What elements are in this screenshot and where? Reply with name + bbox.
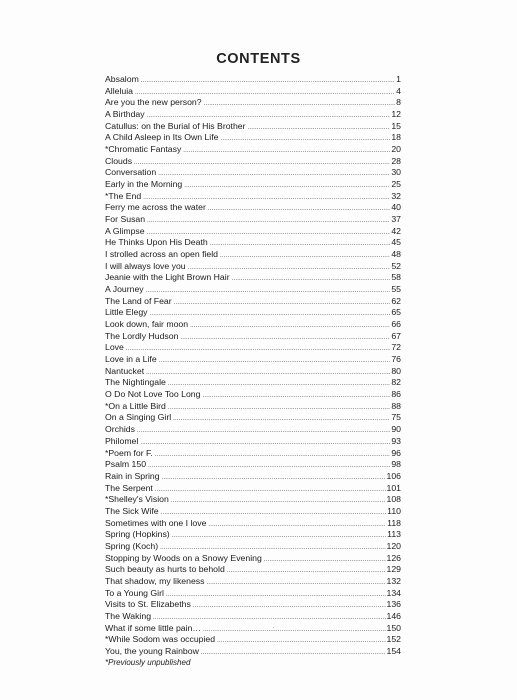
toc-entry: [105, 86, 401, 98]
toc-entry-page-number: 88: [391, 400, 401, 411]
toc-entry-page-number: 8: [396, 97, 401, 108]
toc-entry-title: Clouds: [105, 155, 133, 166]
toc-entry-page-number: 150: [386, 622, 401, 633]
dot-leader: [173, 414, 390, 426]
toc-entry-page-number: 32: [391, 190, 401, 201]
toc-entry-page-number: 101: [386, 482, 401, 493]
toc-entry-title: Spring (Koch): [105, 540, 159, 551]
dot-leader: [193, 601, 386, 613]
toc-entry-title: *While Sodom was occupied: [105, 634, 216, 645]
toc-entry-title: Alleluia: [105, 85, 134, 96]
toc-entry-title: The Nightingale: [105, 377, 166, 388]
toc-entry-title: I will always love you: [105, 260, 186, 271]
toc-entry-page-number: 132: [386, 575, 401, 586]
toc-entry-title: I strolled across an open field: [105, 249, 219, 260]
toc-entry-page-number: 20: [391, 144, 401, 155]
toc-entry: [105, 634, 401, 646]
dot-leader: [140, 438, 390, 450]
toc-entry: [105, 459, 401, 471]
toc-entry: [105, 611, 401, 623]
toc-entry: [105, 237, 401, 249]
dot-leader: [264, 555, 386, 567]
toc-entry: [105, 599, 401, 611]
toc-entry-title: Little Elegy: [105, 307, 148, 318]
toc-entry-page-number: 90: [391, 424, 401, 435]
dot-leader: [184, 181, 390, 193]
toc-entry-title: Catullus: on the Burial of His Brother: [105, 120, 246, 131]
toc-entry: [105, 179, 401, 191]
toc-entry-title: For Susan: [105, 214, 146, 225]
toc-entry-title: Love: [105, 342, 124, 353]
toc-entry: [105, 448, 401, 460]
toc-entry-page-number: 136: [386, 599, 401, 610]
paper-speck-mark: ·: [272, 623, 275, 632]
toc-entry-page-number: 58: [391, 272, 401, 283]
toc-entry-title: You, the young Rainbow: [105, 645, 199, 656]
toc-entry: [105, 564, 401, 576]
toc-entry-title: *Shelley's Vision: [105, 494, 169, 505]
toc-entry: [105, 132, 401, 144]
toc-entry-title: Love in a Life: [105, 354, 157, 365]
toc-entry: [105, 389, 401, 401]
toc-entry-title: That shadow, my likeness: [105, 575, 205, 586]
dot-leader: [126, 344, 390, 356]
toc-entry: [105, 588, 401, 600]
toc-entry: [105, 319, 401, 331]
toc-entry-title: *On a Little Bird: [105, 400, 166, 411]
toc-entry-title: Ferry me across the water: [105, 202, 206, 213]
toc-entry-page-number: 146: [386, 610, 401, 621]
toc-entry-page-number: 72: [391, 342, 401, 353]
dot-leader: [146, 286, 391, 298]
page-title: CONTENTS: [216, 51, 301, 67]
dot-leader: [134, 158, 390, 170]
toc-entry-title: The Waking: [105, 610, 152, 621]
toc-entry: [105, 506, 401, 518]
toc-entry-title: Early in the Morning: [105, 179, 183, 190]
toc-entry: [105, 261, 401, 273]
dot-leader: [183, 146, 390, 158]
toc-entry-title: Conversation: [105, 167, 157, 178]
toc-entry: [105, 284, 401, 296]
toc-entry: [105, 272, 401, 284]
dot-leader: [148, 461, 390, 473]
toc-entry-page-number: 62: [391, 295, 401, 306]
toc-entry-title: *Chromatic Fantasy: [105, 144, 182, 155]
toc-entry: [105, 354, 401, 366]
toc-entry-page-number: 67: [391, 330, 401, 341]
toc-entry-page-number: 93: [391, 435, 401, 446]
toc-entry-page-number: 42: [391, 225, 401, 236]
toc-entry-page-number: 80: [391, 365, 401, 376]
toc-entry-page-number: 152: [386, 634, 401, 645]
toc-entry-title: Stopping by Woods on a Snowy Evening: [105, 552, 262, 563]
toc-entry: [105, 494, 401, 506]
dot-leader: [162, 473, 386, 485]
toc-entry-page-number: 18: [391, 132, 401, 143]
dot-leader: [217, 636, 385, 648]
toc-entry: [105, 296, 401, 308]
toc-entry-title: Look down, fair moon: [105, 319, 189, 330]
dot-leader: [141, 76, 395, 88]
toc-entry-title: Visits to St. Elizabeths: [105, 599, 191, 610]
toc-entry: [105, 518, 401, 530]
toc-entry: [105, 576, 401, 588]
toc-entry-title: Absalom: [105, 74, 139, 84]
toc-entry-title: Psalm 150: [105, 459, 147, 470]
toc-entry-page-number: 98: [391, 459, 401, 470]
toc-entry-page-number: 52: [391, 260, 401, 271]
toc-entry-page-number: 82: [391, 377, 401, 388]
toc-entry-page-number: 110: [387, 505, 401, 516]
toc-entry: [105, 226, 401, 238]
dot-leader: [171, 496, 386, 508]
toc-entry-page-number: 30: [391, 167, 401, 178]
toc-entry-title: What if some little pain…: [105, 622, 202, 633]
toc-entry-page-number: 96: [391, 447, 401, 458]
dot-leader: [208, 204, 390, 216]
toc-entry-title: Rain in Spring: [105, 470, 160, 481]
toc-entry-title: A Child Asleep in Its Own Life: [105, 132, 219, 143]
footnote: *Previously unpublished: [105, 658, 191, 667]
dot-leader: [146, 368, 390, 380]
toc-entry-page-number: 15: [391, 120, 401, 131]
toc-entry-title: Orchids: [105, 424, 135, 435]
toc-entry: [105, 121, 401, 133]
toc-entry-title: Such beauty as hurts to behold: [105, 564, 225, 575]
toc-entry-page-number: 154: [386, 645, 401, 656]
toc-entry-title: The Lordly Hudson: [105, 330, 179, 341]
dot-leader: [248, 123, 391, 135]
toc-entry-page-number: 4: [396, 85, 401, 96]
toc-entry-title: A Glimpse: [105, 225, 145, 236]
dot-leader: [166, 590, 386, 602]
toc-entry-title: On a Singing Girl: [105, 412, 172, 423]
toc-entry: [105, 109, 401, 121]
toc-entry-page-number: 129: [386, 564, 401, 575]
toc-entry-page-number: 40: [391, 202, 401, 213]
toc-entry-page-number: 66: [391, 319, 401, 330]
dot-leader: [168, 403, 390, 415]
dot-leader: [172, 531, 386, 543]
toc-entry: [105, 331, 401, 343]
dot-leader: [220, 251, 390, 263]
toc-entry-page-number: 45: [391, 237, 401, 248]
toc-entry-title: He Thinks Upon His Death: [105, 237, 208, 248]
dot-leader: [220, 134, 390, 146]
toc-entry: [105, 97, 401, 109]
toc-entry: [105, 529, 401, 541]
toc-entry-page-number: 1: [396, 74, 401, 84]
dot-leader: [155, 485, 386, 497]
table-of-contents: [105, 74, 401, 658]
toc-entry-title: *Poem for F.: [105, 447, 153, 458]
toc-entry-page-number: 75: [391, 412, 401, 423]
dot-leader: [168, 379, 390, 391]
dot-leader: [190, 321, 390, 333]
toc-entry: [105, 541, 401, 553]
toc-entry-page-number: 118: [387, 517, 401, 528]
toc-entry: [105, 214, 401, 226]
toc-entry: [105, 202, 401, 214]
toc-entry: [105, 483, 401, 495]
toc-entry-page-number: 28: [391, 155, 401, 166]
toc-entry-page-number: 12: [391, 109, 401, 120]
dot-leader: [201, 648, 386, 660]
toc-entry-title: To a Young Girl: [105, 587, 164, 598]
toc-entry-page-number: 25: [391, 179, 401, 190]
toc-entry: [105, 377, 401, 389]
dot-leader: [147, 216, 390, 228]
dot-leader: [227, 566, 386, 578]
dot-leader: [158, 169, 390, 181]
dot-leader: [204, 99, 396, 111]
dot-leader: [159, 356, 391, 368]
toc-entry-page-number: 76: [391, 354, 401, 365]
toc-entry-page-number: 55: [391, 284, 401, 295]
toc-entry-title: O Do Not Love Too Long: [105, 389, 201, 400]
toc-entry-title: Jeanie with the Light Brown Hair: [105, 272, 230, 283]
toc-entry-title: Sometimes with one I love: [105, 517, 207, 528]
toc-entry-page-number: 113: [387, 529, 401, 540]
toc-entry-page-number: 48: [391, 249, 401, 260]
toc-entry-title: Philomel: [105, 435, 139, 446]
toc-entry-page-number: 86: [391, 389, 401, 400]
dot-leader: [203, 625, 385, 637]
dot-leader: [155, 450, 391, 462]
dot-leader: [208, 520, 386, 532]
toc-entry: [105, 74, 401, 86]
toc-entry: [105, 412, 401, 424]
toc-entry-title: The Land of Fear: [105, 295, 172, 306]
toc-entry-title: Are you the new person?: [105, 97, 202, 108]
dot-leader: [232, 274, 391, 286]
toc-entry-page-number: 126: [386, 552, 401, 563]
toc-entry: [105, 401, 401, 413]
toc-entry: [105, 249, 401, 261]
toc-entry: [105, 424, 401, 436]
dot-leader: [202, 391, 390, 403]
toc-entry: [105, 342, 401, 354]
toc-entry: [105, 156, 401, 168]
toc-entry-title: *The End: [105, 190, 142, 201]
toc-entry: [105, 471, 401, 483]
toc-entry-title: Nantucket: [105, 365, 145, 376]
toc-entry-title: Spring (Hopkins): [105, 529, 170, 540]
toc-entry: [105, 366, 401, 378]
toc-entry-title: A Journey: [105, 284, 144, 295]
toc-entry-title: The Sick Wife: [105, 505, 159, 516]
dot-leader: [210, 239, 391, 251]
toc-entry: [105, 191, 401, 203]
dot-leader: [174, 298, 391, 310]
toc-entry: [105, 167, 401, 179]
toc-entry-title: The Serpent: [105, 482, 153, 493]
toc-entry-page-number: 134: [386, 587, 401, 598]
toc-entry-page-number: 65: [391, 307, 401, 318]
toc-entry-page-number: 120: [386, 540, 401, 551]
toc-entry: [105, 553, 401, 565]
toc-entry-page-number: 108: [386, 494, 401, 505]
toc-entry: [105, 436, 401, 448]
dot-leader: [137, 426, 390, 438]
toc-entry-title: A Birthday: [105, 109, 145, 120]
toc-entry: [105, 623, 401, 635]
toc-entry-page-number: 106: [386, 470, 401, 481]
dot-leader: [180, 333, 390, 345]
toc-entry-page-number: 37: [391, 214, 401, 225]
toc-entry: [105, 646, 401, 658]
toc-entry: [105, 307, 401, 319]
dot-leader: [206, 578, 385, 590]
toc-entry: [105, 144, 401, 156]
